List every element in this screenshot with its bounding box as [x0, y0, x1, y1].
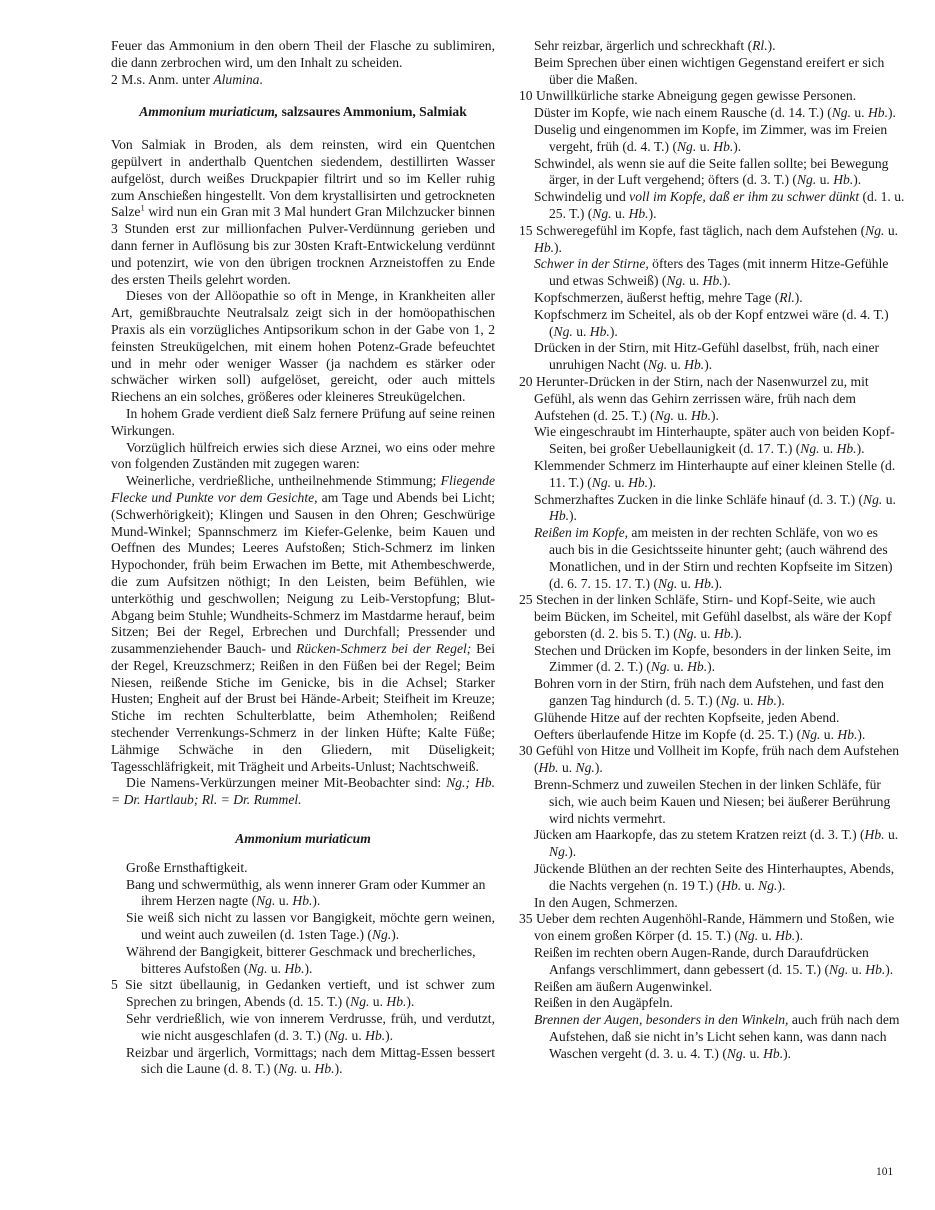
testing-paragraph: In hohem Grade verdient dieß Salz fernere Prüfung auf seine reinen Wirkungen.	[111, 405, 495, 438]
symptom-number: 25	[519, 592, 533, 608]
symptom-5: 5 Sie sitzt übellaunig, in Gedanken vertieft, und ist schwer zum Sprechen zu bringen, Abends (d. 15. T.) (Ng. u. Hb.).	[111, 977, 495, 1010]
symptom-37: Reißen am äußern Augenwinkel.	[534, 978, 713, 994]
symptom-number: 35	[519, 911, 533, 927]
symptom-27: Bohren vorn in der Stirn, früh nach dem Aufstehen, und fast den ganzen Tag hindurch (d. 5. T.) (Ng. u. Hb.).	[534, 676, 884, 709]
symptom-36: Reißen im rechten obern Augen-Rande, durch Daraufdrücken Anfangs verschlimmert, dann gebessert (d. 15. T.) (Ng. u. Hb.).	[534, 945, 894, 977]
symptom-8: Sehr reizbar, ärgerlich und schreckhaft (Rl.).	[534, 38, 776, 53]
abbreviations-paragraph: Die Namens-Verkürzungen meiner Mit-Beobachter sind: Ng.; Hb. = Dr. Hartlaub; Rl. = Dr. Rummel.	[111, 775, 495, 808]
symptom-32: Jücken am Haarkopfe, das zu stetem Kratzen reizt (d. 3. T.) (Hb. u. Ng.).	[534, 827, 899, 860]
symptom-21: Wie eingeschraubt im Hinterhaupte, später auch von beiden Kopf-Seiten, bei großer Uebellaunigkeit (d. 17. T.) (Ng. u. Hb.).	[534, 424, 895, 457]
symptom-38: Reißen in den Augäpfeln.	[534, 995, 673, 1011]
symptom-3: Sie weiß sich nicht zu lassen vor Bangigkeit, möchte gern weinen, und weint auch zuweilen (d. 1sten Tage.) (Ng.).	[126, 910, 495, 943]
symptom-number: 10	[519, 88, 533, 104]
symptom-22: Klemmender Schmerz im Hinterhaupte auf einer kleinen Stelle (d. 11. T.) (Ng. u. Hb.).	[534, 457, 896, 490]
left-column	[111, 38, 495, 1078]
symptom-12: Duselig und eingenommen im Kopfe, im Zimmer, was im Freien vergeht, früh (d. 4. T.) (Ng. u. Hb.).	[534, 121, 888, 154]
symptom-7: Reizbar und ärgerlich, Vormittags; nach dem Mittag-Essen bessert sich die Laune (d. 8. T.) (Ng. u. Hb.).	[126, 1044, 495, 1077]
symptom-1: Große Ernsthaftigkeit.	[126, 859, 248, 875]
symptom-34: In den Augen, Schmerzen.	[534, 894, 678, 910]
page-number: 101	[876, 1166, 894, 1178]
symptom-24: Reißen im Kopfe, am meisten in der rechten Schläfe, von wo es auch bis in die Gesichtsseite hinunter geht; (auch während des Monatlichen, und in der Stirn und rechten Kopfseite im Sitzen) (d. 6. 7. 15. 17. T.) (Ng. u. Hb.).	[534, 525, 893, 591]
symptom-number: 15	[519, 222, 533, 238]
conditions-paragraph: Weinerliche, verdrießliche, untheilnehmende Stimmung; Fliegende Flecke und Punkte vor dem Gesichte, am Tage und Abends bei Licht; (Schwerhörigkeit); Klingen und Sausen in den Ohren; Geschwürige Mund-Winkel; Spannschmerz im Kiefer-Gelenke, beim Kauen und Oeffnen des Mundes; Leeres Aufstoßen; Stich-Schmerz im linken Hypochonder, früh beim Erwachen im Bette, mit Athembeschwerde, die zum Aufsitzen nöthigt; In den Leisten, beim Befühlen, wie unterköthig und geschwollen; Neigung zu Leib-Verstopfung; Blut-Abgang beim Stuhle; Wundheits-Schmerz im Mastdarme herauf, beim Sitzen; Bei der Regel, Erbrechen und Durchfall; Pressender und zusammenziehender Bauch- und Rücken-Schmerz bei der Regel; Bei der Regel, Kreuzschmerz; Reißen in den Füßen bei der Regel; Beim Niesen, reißende Stiche im Genicke, bis in die Achsel; Starker Husten; Engheit auf der Brust bei Hände-Arbeit; Steifheit im Kreuze; Stiche im rechten Schulterblatte, beim Athemholen; Reißend stechender Verrenkungs-Schmerz in der linken Hüfte; Kalte Füße; Lähmige Schwäche in den Gliedern, mit Düseligkeit; Tagesschläfrigkeit, mit Trägheit und Arbeits-Unlust; Nachtschweiß.	[111, 473, 495, 774]
symptom-31: Brenn-Schmerz und zuweilen Stechen in der linken Schläfe, für sich, wie auch beim Kauen und Niesen; bei äußerer Berührung wird nichts vermehrt.	[534, 777, 891, 826]
intro-paragraph: Feuer das Ammonium in den obern Theil der Flasche zu sublimiren, die dann zerbrochen wird, um den Inhalt zu scheiden.	[111, 38, 495, 70]
symptom-16: Schwer in der Stirne, öfters des Tages (mit innerm Hitze-Gefühle und etwas Schweiß) (Ng. u. Hb.).	[534, 256, 889, 289]
symptoms-heading: Ammonium muriaticum	[235, 831, 371, 847]
symptom-19: Drücken in der Stirn, mit Hitz-Gefühl daselbst, früh, nach einer unruhigen Nacht (Ng. u. Hb.).	[534, 340, 880, 373]
symptom-2: Bang und schwermüthig, als wenn innerer Gram oder Kummer an ihrem Herzen nagte (Ng. u. Hb.).	[126, 876, 486, 909]
symptom-number: 20	[519, 373, 533, 389]
symptom-18: Kopfschmerz im Scheitel, als ob der Kopf entzwei wäre (d. 4. T.) (Ng. u. Hb.).	[534, 306, 889, 339]
symptom-23: Schmerzhaftes Zucken in die linke Schläfe hinauf (d. 3. T.) (Ng. u. Hb.).	[534, 491, 896, 524]
symptom-33: Jückende Blüthen an der rechten Seite des Hinterhauptes, Abends, die Nachts vergehen (n. 19 T.) (Hb. u. Ng.).	[534, 861, 895, 893]
right-column	[519, 38, 905, 1063]
symptom-28: Glühende Hitze auf der rechten Kopfseite, jeden Abend.	[534, 709, 840, 725]
symptom-26: Stechen und Drücken im Kopfe, besonders in der linken Seite, im Zimmer (d. 2. T.) (Ng. u. Hb.).	[534, 642, 892, 675]
symptom-13: Schwindel, als wenn sie auf die Seite fallen sollte; bei Bewegung ärger, in der Luft vergehend; öfters (d. 3. T.) (Ng. u. Hb.).	[534, 155, 889, 188]
usefulness-paragraph: Vorzüglich hülfreich erwies sich diese Arznei, wo eins oder mehre von folgenden Zuständen mit zugegen waren:	[111, 439, 495, 472]
symptom-10: 10 Unwillkürliche starke Abneigung gegen gewisse Personen.	[519, 88, 857, 104]
symptom-6: Sehr verdrießlich, wie von innerem Verdrusse, früh, und verdutzt, wie nicht ausgeschlafen (d. 3. T.) (Ng. u. Hb.).	[126, 1011, 495, 1043]
symptom-17: Kopfschmerzen, äußerst heftig, mehre Tage (Rl.).	[534, 289, 803, 305]
symptom-11: Düster im Kopfe, wie nach einem Rausche (d. 14. T.) (Ng. u. Hb.).	[534, 105, 896, 121]
footnote: 2 M.s. Anm. unter Alumina.	[111, 71, 263, 87]
symptom-number: 30	[519, 743, 533, 759]
symptom-20: 20 Herunter-Drücken in der Stirn, nach der Nasenwurzel zu, mit Gefühl, als wenn das Gehirn zerrissen wäre, früh nach dem Aufstehen (d. 25. T.) (Ng. u. Hb.).	[519, 373, 869, 423]
symptom-4: Während der Bangigkeit, bitterer Geschmack und brecherliches, bitteres Aufstoßen (Ng. u. Hb.).	[126, 943, 476, 976]
footnote-marker: 1	[140, 202, 145, 213]
antipsoric-paragraph: Dieses von der Allöopathie so oft in Menge, in Krankheiten aller Art, gemißbrauchte Neutralsalz zeigt sich in der homöopathischen Praxis als ein vorzügliches Antipsorikum schon in der Gabe von 1, 2 feinsten Streukügelchen, mit einem hohen Potenz-Grade befeuchtet und in mehr oder weniger Wasser (ja nachdem es stärker oder schwächer wirken soll) aufgelöset, gereicht, oder auch mittels Riechens an ein solches, größeres oder kleineres Streukügelchen.	[111, 288, 495, 405]
symptom-15: 15 Schweregefühl im Kopfe, fast täglich, nach dem Aufstehen (Ng. u. Hb.).	[519, 222, 899, 255]
symptom-30: 30 Gefühl von Hitze und Vollheit im Kopfe, früh nach dem Aufstehen (Hb. u. Ng.).	[519, 743, 900, 776]
section-heading: Ammonium muriaticum, salzsaures Ammonium, Salmiak	[139, 104, 467, 120]
symptom-29: Oefters überlaufende Hitze im Kopfe (d. 25. T.) (Ng. u. Hb.).	[534, 726, 866, 742]
symptom-number: 5	[111, 977, 118, 993]
symptom-35: 35 Ueber dem rechten Augenhöhl-Rande, Hämmern und Stoßen, wie von einem großen Körper (d. 15. T.) (Ng. u. Hb.).	[519, 911, 895, 944]
symptom-14: Schwindelig und voll im Kopfe, daß er ihm zu schwer dünkt (d. 1. u. 25. T.) (Ng. u. Hb.).	[534, 189, 905, 221]
symptom-9: Beim Sprechen über einen wichtigen Gegenstand ereifert er sich über die Maßen.	[534, 54, 885, 87]
symptom-39: Brennen der Augen, besonders in den Winkeln, auch früh nach dem Aufstehen, daß sie nicht in’s Licht sehen kann, was dann nach Waschen vergeht (d. 3. u. 4. T.) (Ng. u. Hb.).	[534, 1012, 900, 1061]
preparation-paragraph: Von Salmiak in Broden, als dem reinsten, wird ein Quentchen gepülvert in anderthalb Quentchen siedendem, destillirten Wasser aufgelöst, durch weißes Druckpapier filtrirt und so im Keller ruhig zum Anschießen hingestellt. Von dem krystallisirten und getrockneten Salze$^1$ wird nun ein Gran mit 3 Mal hundert Gran Milchzucker binnen 3 Stunden erst zur millionfachen Pulver-Verdünnung gerieben und dann ferner in Auflösung bis zur 30sten Kraft-Entwickelung verdünnt und potenzirt, wie von den übrigen trocknen Arzneistoffen zu Ende des ersten Theils gelehrt worden.	[111, 137, 495, 287]
symptom-25: 25 Stechen in der linken Schläfe, Stirn- und Kopf-Seite, wie auch beim Bücken, im Scheitel, mit Gefühl daselbst, als wäre der Kopf geborsten (d. 2. bis 5. T.) (Ng. u. Hb.).	[519, 592, 892, 641]
